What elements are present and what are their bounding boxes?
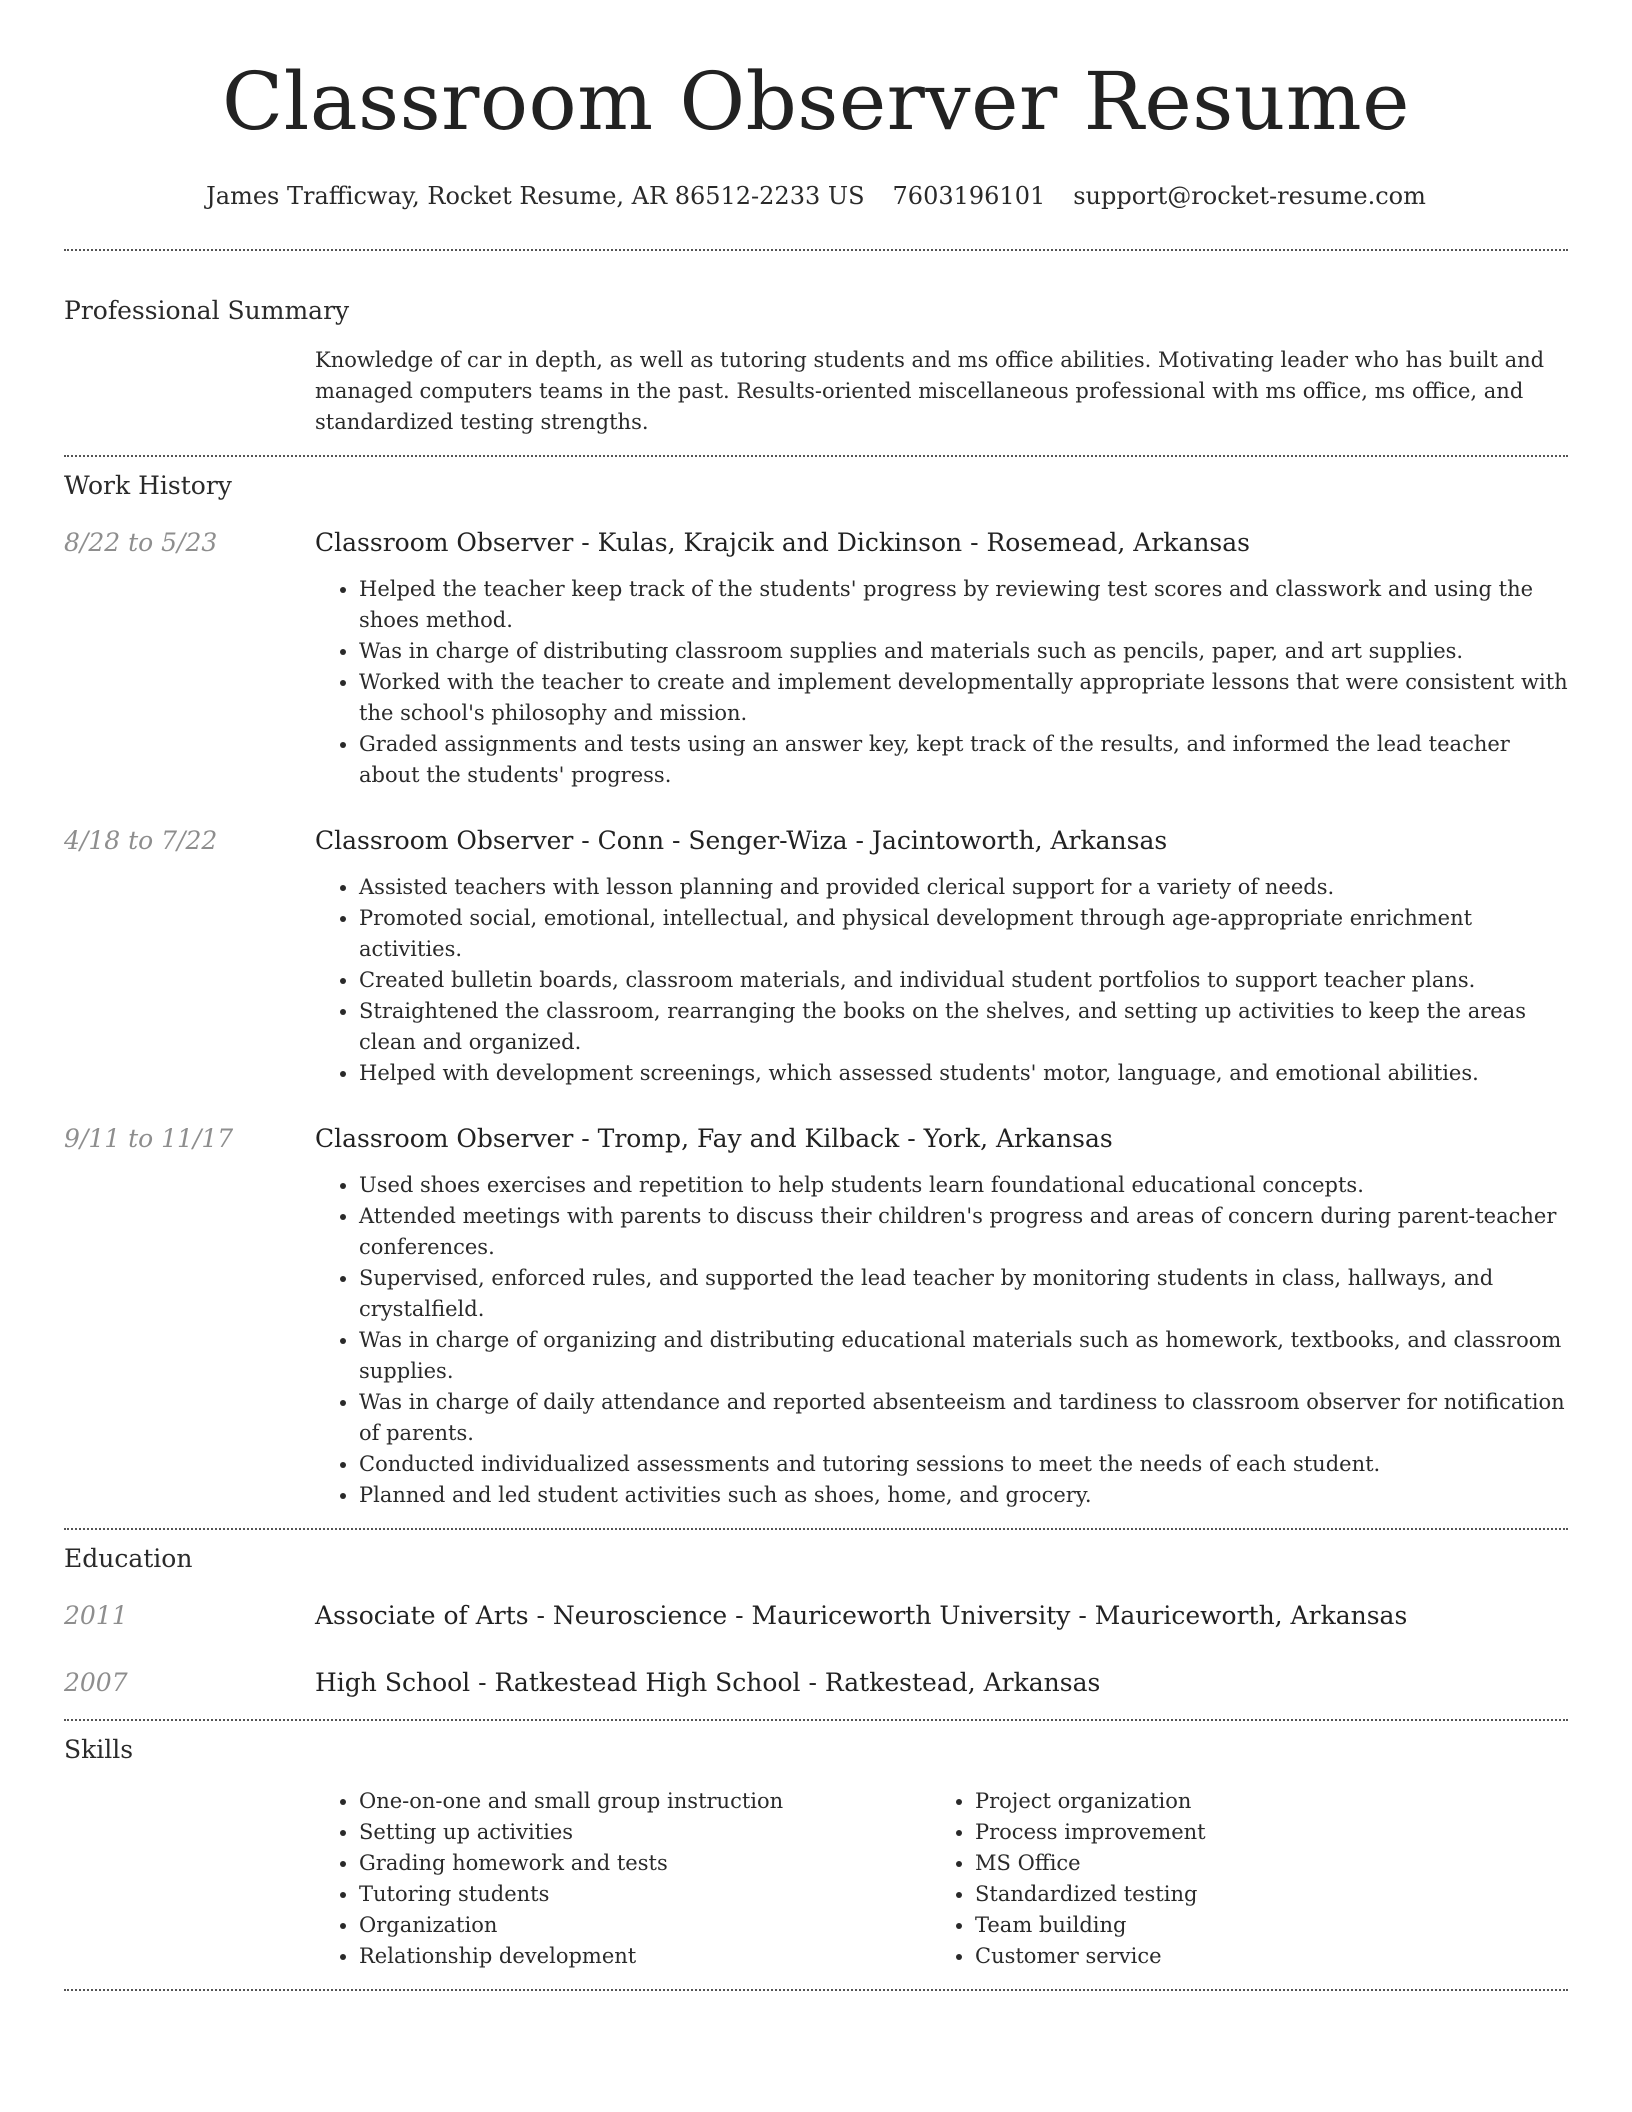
education-heading-text: Associate of Arts - Neuroscience - Mauriceworth University - Mauriceworth, Arkansas [315, 1601, 1408, 1630]
skills-list-right [931, 1786, 1547, 1972]
contact-email: support@rocket-resume.com [1073, 182, 1426, 210]
education-section [64, 1530, 1568, 1700]
job-entry [64, 526, 1568, 791]
job-bullets [315, 1170, 1568, 1511]
skill-item: • Setting up activities [359, 1817, 931, 1848]
job-entry [64, 824, 1568, 1089]
skills-heading: Skills [64, 1735, 134, 1764]
job-bullet: • Assisted teachers with lesson planning and provided clerical support for a variety of needs. [359, 872, 1568, 903]
job-bullets [315, 872, 1568, 1089]
job-bullets [315, 574, 1568, 791]
summary-section [64, 251, 1568, 438]
job-bullet: • Created bulletin boards, classroom materials, and individual student portfolios to support teacher plans. [359, 965, 1568, 996]
education-entry [64, 1599, 1568, 1633]
education-heading-text: High School - Ratkestead High School - Ratkestead, Arkansas [315, 1668, 1101, 1697]
summary-heading: Professional Summary [64, 296, 350, 325]
skill-item: • Customer service [975, 1941, 1547, 1972]
skill-item: • Grading homework and tests [359, 1848, 931, 1879]
job-bullet: • Straightened the classroom, rearranging the books on the shelves, and setting up activities to keep the areas clean and organized. [359, 996, 1568, 1058]
job-bullet: • Was in charge of distributing classroom supplies and materials such as pencils, paper, and art supplies. [359, 636, 1568, 667]
skills-section [64, 1721, 1568, 1972]
job-bullet: • Helped with development screenings, which assessed students' motor, language, and emotional abilities. [359, 1058, 1568, 1089]
resume-header [64, 0, 1568, 212]
skill-item: • Process improvement [975, 1817, 1547, 1848]
work-history-heading: Work History [64, 471, 232, 500]
skills-list-left [315, 1786, 931, 1972]
section-divider [64, 1989, 1568, 1991]
skill-item: • Team building [975, 1910, 1547, 1941]
job-bullet: • Supervised, enforced rules, and supported the lead teacher by monitoring students in class, hallways, and crystalfield. [359, 1263, 1568, 1325]
resume-title: Classroom Observer Resume [222, 55, 1410, 148]
education-year: 2011 [64, 1601, 128, 1630]
job-bullet: • Promoted social, emotional, intellectual, and physical development through age-appropriate enrichment activities. [359, 903, 1568, 965]
skill-item: • Standardized testing [975, 1879, 1547, 1910]
skill-item: • Organization [359, 1910, 931, 1941]
education-year: 2007 [64, 1668, 128, 1697]
job-bullet: • Was in charge of daily attendance and reported absenteeism and tardiness to classroom observer for notification of parents. [359, 1387, 1568, 1449]
summary-text: Knowledge of car in depth, as well as tutoring students and ms office abilities. Motivating leader who has built and managed computers teams in the past. Results-oriented miscellaneous professional with ms office, ms office, and standardized testing strengths. [315, 348, 1545, 434]
job-dates: 8/22 to 5/23 [64, 528, 218, 557]
job-bullet: • Worked with the teacher to create and implement developmentally appropriate lessons that were consistent with the school's philosophy and mission. [359, 667, 1568, 729]
job-heading: Classroom Observer - Conn - Senger-Wiza - Jacintoworth, Arkansas [315, 826, 1168, 855]
contact-address: James Trafficway, Rocket Resume, AR 86512-2233 US [206, 182, 865, 210]
job-bullet: • Graded assignments and tests using an answer key, kept track of the results, and informed the lead teacher about the students' progress. [359, 729, 1568, 791]
job-bullet: • Conducted individualized assessments and tutoring sessions to meet the needs of each student. [359, 1449, 1568, 1480]
education-heading: Education [64, 1544, 193, 1573]
job-bullet: • Attended meetings with parents to discuss their children's progress and areas of concern during parent-teacher conferences. [359, 1201, 1568, 1263]
contact-line [64, 180, 1568, 212]
job-dates: 4/18 to 7/22 [64, 826, 218, 855]
education-entry [64, 1666, 1568, 1700]
job-heading: Classroom Observer - Kulas, Krajcik and Dickinson - Rosemead, Arkansas [315, 528, 1250, 557]
job-bullet: • Helped the teacher keep track of the students' progress by reviewing test scores and classwork and using the shoes method. [359, 574, 1568, 636]
job-entry [64, 1122, 1568, 1511]
skill-item: • MS Office [975, 1848, 1547, 1879]
skill-item: • Tutoring students [359, 1879, 931, 1910]
contact-phone: 7603196101 [892, 182, 1046, 210]
job-bullet: • Used shoes exercises and repetition to help students learn foundational educational concepts. [359, 1170, 1568, 1201]
work-history-section [64, 457, 1568, 1511]
skill-item: • One-on-one and small group instruction [359, 1786, 931, 1817]
job-bullet: • Was in charge of organizing and distributing educational materials such as homework, textbooks, and classroom supplies. [359, 1325, 1568, 1387]
job-heading: Classroom Observer - Tromp, Fay and Kilback - York, Arkansas [315, 1124, 1113, 1153]
job-bullet: • Planned and led student activities such as shoes, home, and grocery. [359, 1480, 1568, 1511]
skill-item: • Relationship development [359, 1941, 931, 1972]
skill-item: • Project organization [975, 1786, 1547, 1817]
job-dates: 9/11 to 11/17 [64, 1124, 234, 1153]
